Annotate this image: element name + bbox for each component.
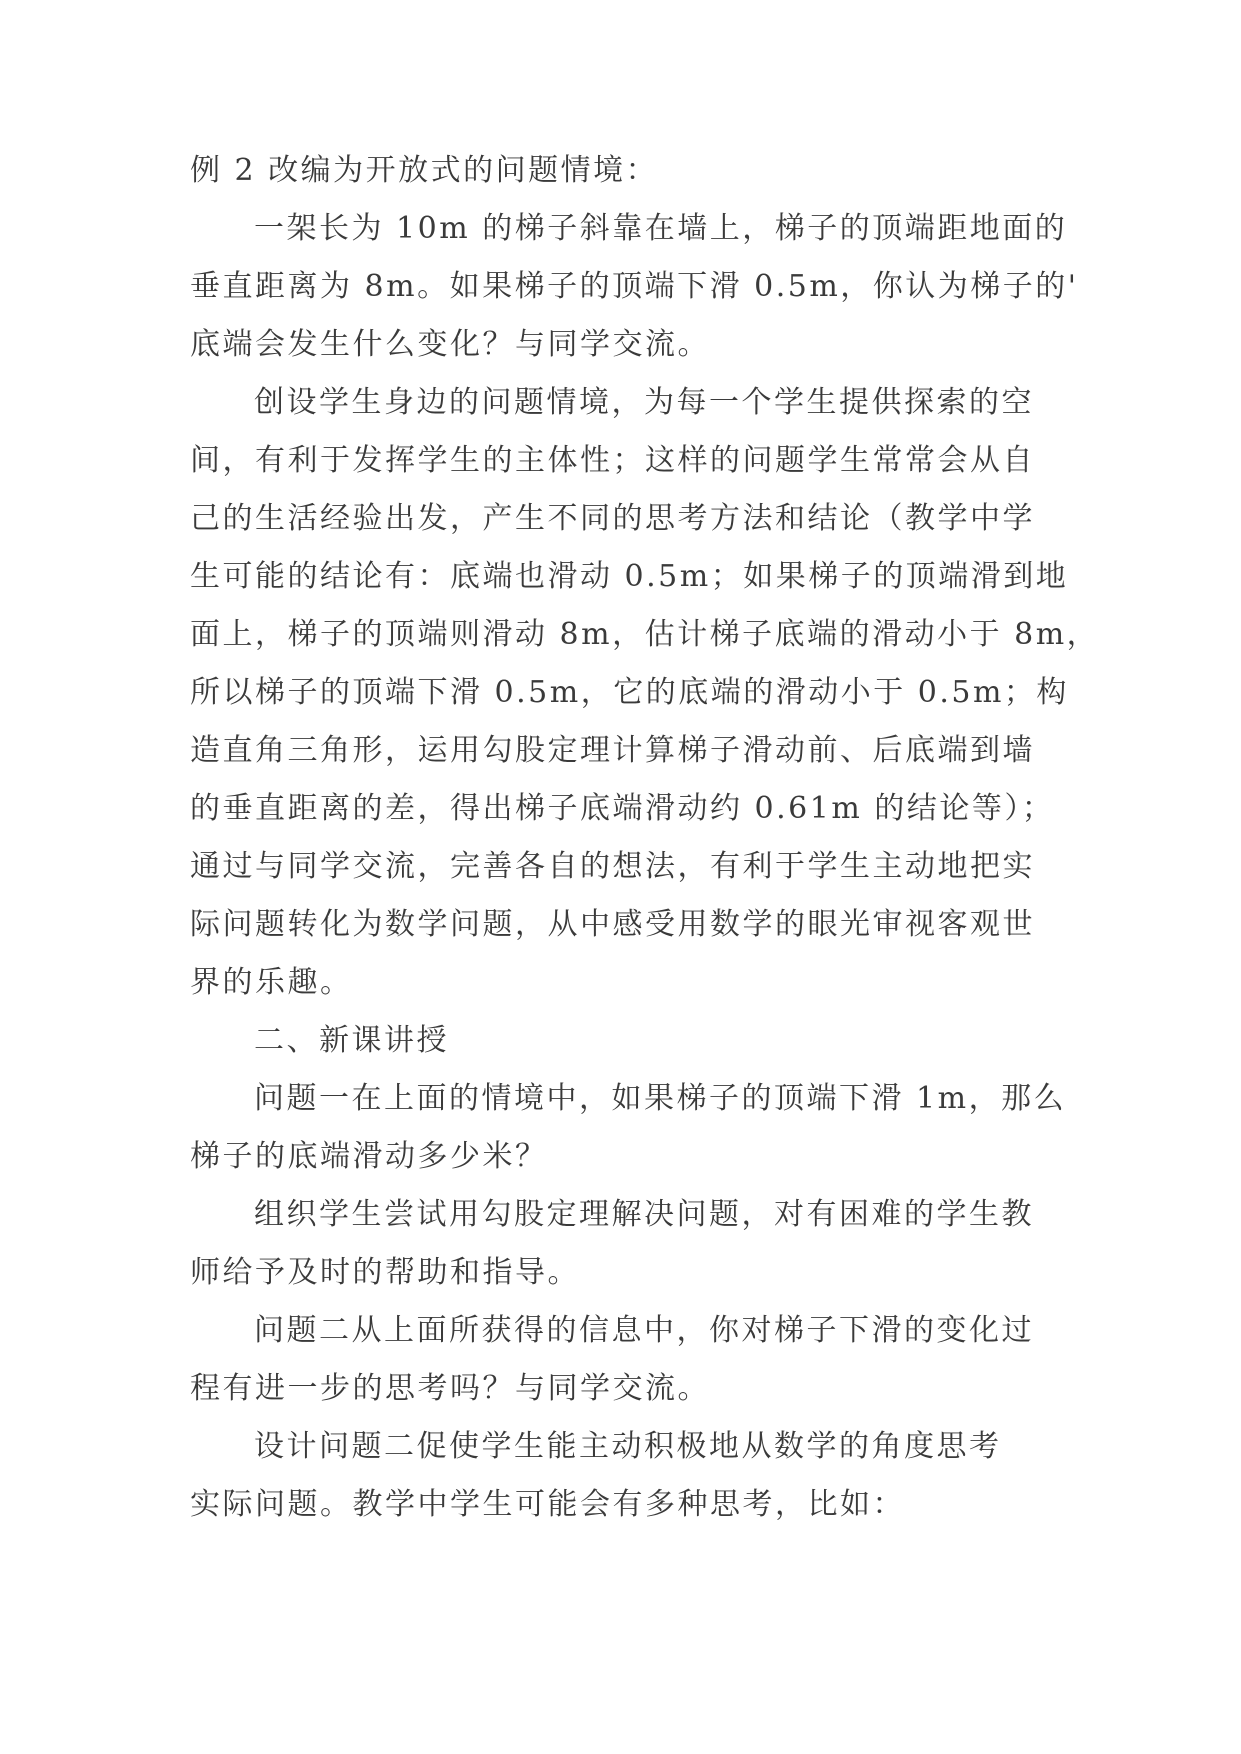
body-line: 梯子的底端滑动多少米？ — [190, 1139, 548, 1174]
body-line: 一架长为 10m 的梯子斜靠在墙上，梯子的顶端距地面的 — [254, 211, 1068, 246]
body-line: 组织学生尝试用勾股定理解决问题，对有困难的学生教 — [254, 1197, 1034, 1232]
body-line: 间，有利于发挥学生的主体性；这样的问题学生常常会从自 — [190, 443, 1035, 478]
body-line: 际问题转化为数学问题，从中感受用数学的眼光审视客观世 — [190, 907, 1035, 942]
body-line: 生可能的结论有：底端也滑动 0.5m；如果梯子的顶端滑到地 — [190, 559, 1069, 594]
body-line: 实际问题。教学中学生可能会有多种思考，比如： — [190, 1487, 905, 1522]
body-line: 问题一在上面的情境中，如果梯子的顶端下滑 1m，那么 — [254, 1081, 1067, 1116]
body-line: 设计问题二促使学生能主动积极地从数学的角度思考 — [254, 1429, 1002, 1464]
body-line: 创设学生身边的问题情境，为每一个学生提供探索的空 — [254, 385, 1034, 420]
example-heading: 例 2 改编为开放式的问题情境： — [190, 153, 659, 188]
body-line: 底端会发生什么变化？与同学交流。 — [190, 327, 710, 362]
body-line: 师给予及时的帮助和指导。 — [190, 1255, 580, 1290]
body-line: 程有进一步的思考吗？与同学交流。 — [190, 1371, 710, 1406]
body-line: 所以梯子的顶端下滑 0.5m，它的底端的滑动小于 0.5m；构 — [190, 675, 1069, 710]
section-heading: 二、新课讲授 — [254, 1023, 449, 1058]
body-line: 问题二从上面所获得的信息中，你对梯子下滑的变化过 — [254, 1313, 1034, 1348]
body-line: 面上，梯子的顶端则滑动 8m，估计梯子底端的滑动小于 8m， — [190, 617, 1100, 652]
body-line: 界的乐趣。 — [190, 965, 353, 1000]
body-line: 己的生活经验出发，产生不同的思考方法和结论（教学中学 — [190, 501, 1035, 536]
body-line: 的垂直距离的差，得出梯子底端滑动约 0.61m 的结论等）； — [190, 791, 1055, 826]
body-line: 通过与同学交流，完善各自的想法，有利于学生主动地把实 — [190, 849, 1035, 884]
body-line: 造直角三角形，运用勾股定理计算梯子滑动前、后底端到墙 — [190, 733, 1035, 768]
body-line: 垂直距离为 8m。如果梯子的顶端下滑 0.5m，你认为梯子的' — [190, 269, 1079, 304]
